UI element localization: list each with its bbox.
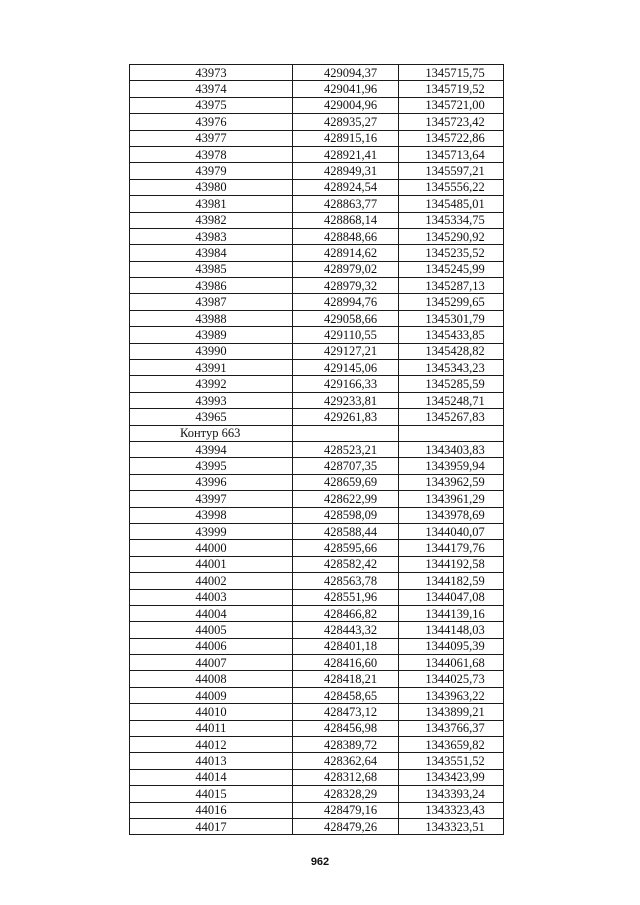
x-coordinate-cell: 428466,82	[293, 605, 399, 621]
y-coordinate-cell: 1345428,82	[399, 343, 504, 359]
x-coordinate-cell: 428563,78	[293, 573, 399, 589]
x-coordinate-cell: 428456,98	[293, 720, 399, 736]
table-row	[130, 622, 504, 638]
empty-cell	[399, 425, 504, 441]
x-coordinate-cell: 428924,54	[293, 179, 399, 195]
point-number-cell: 43976	[130, 114, 293, 130]
x-coordinate-cell: 428389,72	[293, 737, 399, 753]
table-row	[130, 589, 504, 605]
x-coordinate-cell: 428443,32	[293, 622, 399, 638]
x-coordinate-cell: 428479,26	[293, 818, 399, 834]
x-coordinate-cell: 428914,62	[293, 245, 399, 261]
point-number-cell: 43991	[130, 360, 293, 376]
point-number-cell: 43979	[130, 163, 293, 179]
y-coordinate-cell: 1343899,21	[399, 704, 504, 720]
point-number-cell: 44015	[130, 786, 293, 802]
y-coordinate-cell: 1343323,51	[399, 818, 504, 834]
point-number-cell: 43978	[130, 146, 293, 162]
x-coordinate-cell: 429127,21	[293, 343, 399, 359]
x-coordinate-cell: 429261,83	[293, 409, 399, 425]
y-coordinate-cell: 1343403,83	[399, 441, 504, 457]
table-row	[130, 671, 504, 687]
point-number-cell: 43987	[130, 294, 293, 310]
table-row	[130, 786, 504, 802]
point-number-cell: 43983	[130, 228, 293, 244]
table-row	[130, 376, 504, 392]
y-coordinate-cell: 1344047,08	[399, 589, 504, 605]
x-coordinate-cell: 428994,76	[293, 294, 399, 310]
point-number-cell: 44010	[130, 704, 293, 720]
table-row	[130, 818, 504, 834]
point-number-cell: 43997	[130, 491, 293, 507]
y-coordinate-cell: 1345721,00	[399, 97, 504, 113]
table-row	[130, 196, 504, 212]
table-row	[130, 441, 504, 457]
y-coordinate-cell: 1343659,82	[399, 737, 504, 753]
coordinates-table	[129, 64, 504, 835]
table-row	[130, 704, 504, 720]
point-number-cell: 43965	[130, 409, 293, 425]
x-coordinate-cell: 429058,66	[293, 310, 399, 326]
table-row	[130, 65, 504, 81]
table-row	[130, 97, 504, 113]
y-coordinate-cell: 1345248,71	[399, 392, 504, 408]
x-coordinate-cell: 428418,21	[293, 671, 399, 687]
y-coordinate-cell: 1343962,59	[399, 474, 504, 490]
empty-cell	[293, 425, 399, 441]
y-coordinate-cell: 1345334,75	[399, 212, 504, 228]
point-number-cell: 44011	[130, 720, 293, 736]
y-coordinate-cell: 1345723,42	[399, 114, 504, 130]
y-coordinate-cell: 1344025,73	[399, 671, 504, 687]
point-number-cell: 43993	[130, 392, 293, 408]
y-coordinate-cell: 1345299,65	[399, 294, 504, 310]
table-row	[130, 474, 504, 490]
y-coordinate-cell: 1345433,85	[399, 327, 504, 343]
point-number-cell: 43992	[130, 376, 293, 392]
point-number-cell: 43982	[130, 212, 293, 228]
point-number-cell: 43990	[130, 343, 293, 359]
contour-header-row	[130, 425, 504, 441]
x-coordinate-cell: 428312,68	[293, 769, 399, 785]
table-row	[130, 573, 504, 589]
y-coordinate-cell: 1343393,24	[399, 786, 504, 802]
y-coordinate-cell: 1345597,21	[399, 163, 504, 179]
x-coordinate-cell: 428588,44	[293, 523, 399, 539]
point-number-cell: 43986	[130, 278, 293, 294]
x-coordinate-cell: 428935,27	[293, 114, 399, 130]
x-coordinate-cell: 428979,02	[293, 261, 399, 277]
y-coordinate-cell: 1344182,59	[399, 573, 504, 589]
x-coordinate-cell: 428868,14	[293, 212, 399, 228]
x-coordinate-cell: 428659,69	[293, 474, 399, 490]
table-row	[130, 179, 504, 195]
table-row	[130, 163, 504, 179]
x-coordinate-cell: 429233,81	[293, 392, 399, 408]
table-row	[130, 687, 504, 703]
y-coordinate-cell: 1343423,99	[399, 769, 504, 785]
point-number-cell: 43985	[130, 261, 293, 277]
table-row	[130, 753, 504, 769]
point-number-cell: 44007	[130, 655, 293, 671]
table-row	[130, 212, 504, 228]
x-coordinate-cell: 428458,65	[293, 687, 399, 703]
table-row	[130, 556, 504, 572]
page-number: 962	[310, 856, 330, 868]
x-coordinate-cell: 429094,37	[293, 65, 399, 81]
x-coordinate-cell: 429145,06	[293, 360, 399, 376]
x-coordinate-cell: 428707,35	[293, 458, 399, 474]
point-number-cell: 43996	[130, 474, 293, 490]
x-coordinate-cell: 428551,96	[293, 589, 399, 605]
y-coordinate-cell: 1344148,03	[399, 622, 504, 638]
contour-label: Контур 663	[130, 425, 293, 441]
point-number-cell: 43984	[130, 245, 293, 261]
point-number-cell: 44016	[130, 802, 293, 818]
x-coordinate-cell: 428362,64	[293, 753, 399, 769]
x-coordinate-cell: 428595,66	[293, 540, 399, 556]
table-row	[130, 540, 504, 556]
point-number-cell: 43973	[130, 65, 293, 81]
x-coordinate-cell: 428523,21	[293, 441, 399, 457]
point-number-cell: 43998	[130, 507, 293, 523]
table-row	[130, 769, 504, 785]
table-row	[130, 655, 504, 671]
table-row	[130, 605, 504, 621]
point-number-cell: 44012	[130, 737, 293, 753]
y-coordinate-cell: 1345713,64	[399, 146, 504, 162]
x-coordinate-cell: 429110,55	[293, 327, 399, 343]
table-row	[130, 261, 504, 277]
x-coordinate-cell: 428328,29	[293, 786, 399, 802]
table-row	[130, 114, 504, 130]
y-coordinate-cell: 1345719,52	[399, 81, 504, 97]
point-number-cell: 43977	[130, 130, 293, 146]
y-coordinate-cell: 1344139,16	[399, 605, 504, 621]
y-coordinate-cell: 1344179,76	[399, 540, 504, 556]
point-number-cell: 44006	[130, 638, 293, 654]
point-number-cell: 44004	[130, 605, 293, 621]
table-row	[130, 523, 504, 539]
point-number-cell: 43980	[130, 179, 293, 195]
table-row	[130, 638, 504, 654]
table-row	[130, 720, 504, 736]
y-coordinate-cell: 1345722,86	[399, 130, 504, 146]
y-coordinate-cell: 1344040,07	[399, 523, 504, 539]
table-row	[130, 507, 504, 523]
x-coordinate-cell: 428848,66	[293, 228, 399, 244]
x-coordinate-cell: 428401,18	[293, 638, 399, 654]
y-coordinate-cell: 1343551,52	[399, 753, 504, 769]
y-coordinate-cell: 1345715,75	[399, 65, 504, 81]
point-number-cell: 43981	[130, 196, 293, 212]
table-row	[130, 392, 504, 408]
y-coordinate-cell: 1345485,01	[399, 196, 504, 212]
y-coordinate-cell: 1344095,39	[399, 638, 504, 654]
y-coordinate-cell: 1343961,29	[399, 491, 504, 507]
point-number-cell: 44009	[130, 687, 293, 703]
table-row	[130, 343, 504, 359]
y-coordinate-cell: 1343766,37	[399, 720, 504, 736]
y-coordinate-cell: 1345235,52	[399, 245, 504, 261]
table-row	[130, 130, 504, 146]
point-number-cell: 44017	[130, 818, 293, 834]
x-coordinate-cell: 428863,77	[293, 196, 399, 212]
y-coordinate-cell: 1345285,59	[399, 376, 504, 392]
point-number-cell: 44008	[130, 671, 293, 687]
y-coordinate-cell: 1345267,83	[399, 409, 504, 425]
table-row	[130, 737, 504, 753]
y-coordinate-cell: 1344192,58	[399, 556, 504, 572]
x-coordinate-cell: 428949,31	[293, 163, 399, 179]
x-coordinate-cell: 428582,42	[293, 556, 399, 572]
y-coordinate-cell: 1343959,94	[399, 458, 504, 474]
table-row	[130, 245, 504, 261]
x-coordinate-cell: 428479,16	[293, 802, 399, 818]
y-coordinate-cell: 1345245,99	[399, 261, 504, 277]
table-row	[130, 409, 504, 425]
point-number-cell: 44014	[130, 769, 293, 785]
x-coordinate-cell: 428622,99	[293, 491, 399, 507]
y-coordinate-cell: 1343323,43	[399, 802, 504, 818]
point-number-cell: 43988	[130, 310, 293, 326]
point-number-cell: 43974	[130, 81, 293, 97]
point-number-cell: 43994	[130, 441, 293, 457]
y-coordinate-cell: 1345343,23	[399, 360, 504, 376]
x-coordinate-cell: 428416,60	[293, 655, 399, 671]
x-coordinate-cell: 429166,33	[293, 376, 399, 392]
table-row	[130, 278, 504, 294]
point-number-cell: 44000	[130, 540, 293, 556]
table-row	[130, 146, 504, 162]
y-coordinate-cell: 1344061,68	[399, 655, 504, 671]
y-coordinate-cell: 1345287,13	[399, 278, 504, 294]
y-coordinate-cell: 1345301,79	[399, 310, 504, 326]
point-number-cell: 44013	[130, 753, 293, 769]
table-row	[130, 491, 504, 507]
point-number-cell: 44003	[130, 589, 293, 605]
x-coordinate-cell: 428921,41	[293, 146, 399, 162]
table-row	[130, 294, 504, 310]
y-coordinate-cell: 1343963,22	[399, 687, 504, 703]
point-number-cell: 44002	[130, 573, 293, 589]
x-coordinate-cell: 428979,32	[293, 278, 399, 294]
y-coordinate-cell: 1345556,22	[399, 179, 504, 195]
x-coordinate-cell: 428915,16	[293, 130, 399, 146]
x-coordinate-cell: 429004,96	[293, 97, 399, 113]
point-number-cell: 43999	[130, 523, 293, 539]
point-number-cell: 43995	[130, 458, 293, 474]
point-number-cell: 43989	[130, 327, 293, 343]
table-row	[130, 228, 504, 244]
point-number-cell: 44005	[130, 622, 293, 638]
table-row	[130, 310, 504, 326]
y-coordinate-cell: 1343978,69	[399, 507, 504, 523]
table-row	[130, 81, 504, 97]
point-number-cell: 43975	[130, 97, 293, 113]
x-coordinate-cell: 428598,09	[293, 507, 399, 523]
table-row	[130, 327, 504, 343]
point-number-cell: 44001	[130, 556, 293, 572]
x-coordinate-cell: 429041,96	[293, 81, 399, 97]
coordinates-table-body	[130, 65, 504, 835]
y-coordinate-cell: 1345290,92	[399, 228, 504, 244]
x-coordinate-cell: 428473,12	[293, 704, 399, 720]
table-row	[130, 802, 504, 818]
table-row	[130, 458, 504, 474]
table-row	[130, 360, 504, 376]
